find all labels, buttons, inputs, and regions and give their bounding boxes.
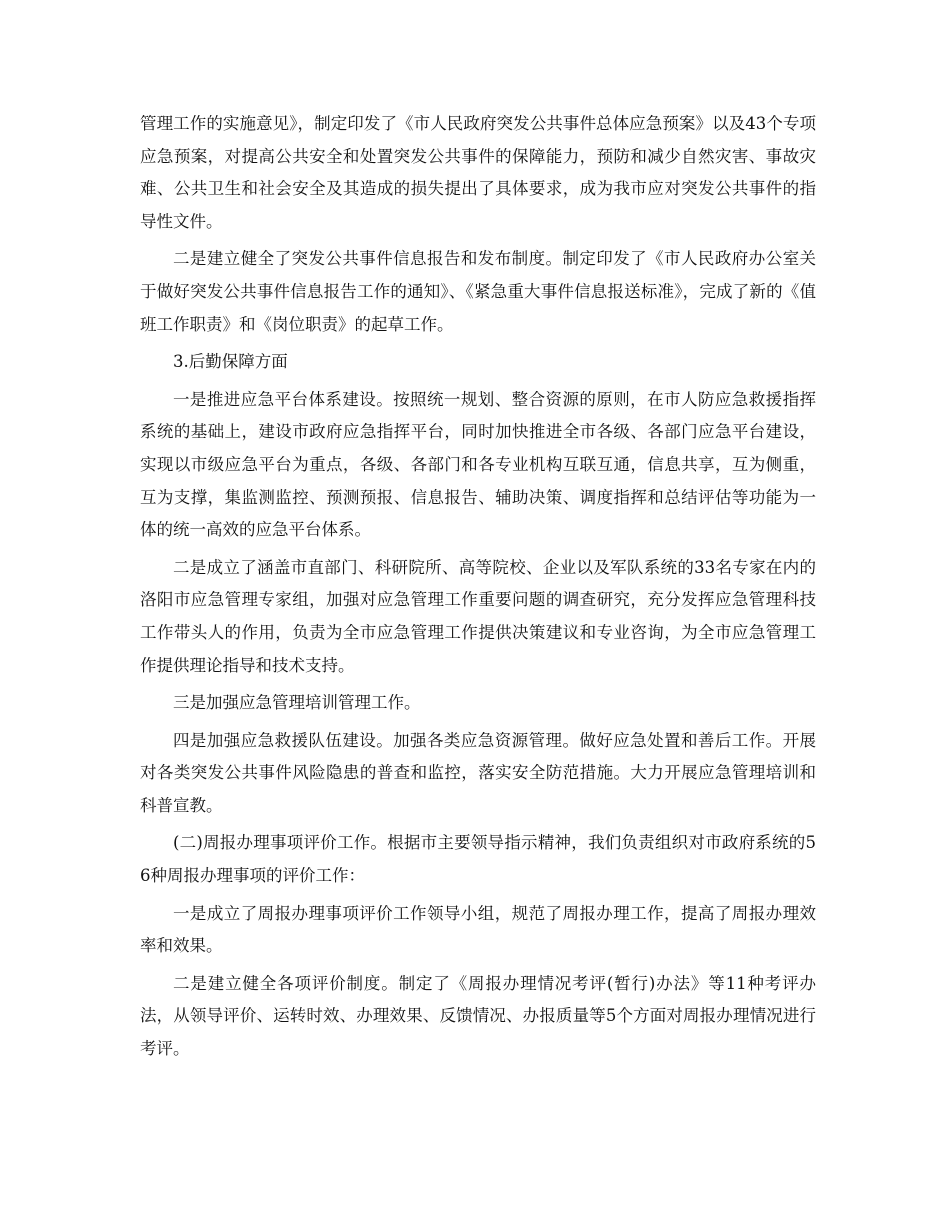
document-body xyxy=(140,108,816,1071)
paragraph-1: 管理工作的实施意见》，制定印发了《市人民政府突发公共事件总体应急预案》以及43个专项应急预案，对提高公共安全和处置突发公共事件的保障能力，预防和减少自然灾害、事故灾难、公共卫生和社会安全及其造成的损失提出了具体要求，成为我市应对突发公共事件的指导性文件。 xyxy=(140,114,816,231)
paragraph-6: 三是加强应急管理培训管理工作。 xyxy=(173,693,421,713)
paragraph-4: 一是推进应急平台体系建设。按照统一规划、整合资源的原则，在市人防应急救援指挥系统的基础上，建设市政府应急指挥平台，同时加快推进全市各级、各部门应急平台建设，实现以市级应急平台为重点，各级、各部门和各专业机构互联互通，信息共享，互为侧重，互为支撑，集监测监控、预测预报、信息报告、辅助决策、调度指挥和总结评估等功能为一体的统一高效的应急平台体系。 xyxy=(140,389,816,540)
paragraph-7: 四是加强应急救援队伍建设。加强各类应急资源管理。做好应急处置和善后工作。开展对各类突发公共事件风险隐患的普查和监控，落实安全防范措施。大力开展应急管理培训和科普宣教。 xyxy=(140,730,816,815)
section-heading-logistics: 3.后勤保障方面 xyxy=(173,352,288,372)
paragraph-2: 二是建立健全了突发公共事件信息报告和发布制度。制定印发了《市人民政府办公室关于做好突发公共事件信息报告工作的通知》、《紧急重大事件信息报送标准》，完成了新的《值班工作职责》和《岗位职责》的起草工作。 xyxy=(140,249,816,334)
paragraph-5: 二是成立了涵盖市直部门、科研院所、高等院校、企业以及军队系统的33名专家在内的洛阳市应急管理专家组，加强对应急管理工作重要问题的调查研究，充分发挥应急管理科技工作带头人的作用，负责为全市应急管理工作提供决策建议和专业咨询，为全市应急管理工作提供理论指导和技术支持。 xyxy=(140,557,816,675)
paragraph-8: (二)周报办理事项评价工作。根据市主要领导指示精神，我们负责组织对市政府系统的56种周报办理事项的评价工作： xyxy=(140,833,816,886)
paragraph-9: 一是成立了周报办理事项评价工作领导小组，规范了周报办理工作，提高了周报办理效率和效果。 xyxy=(140,903,816,956)
paragraph-10: 二是建立健全各项评价制度。制定了《周报办理情况考评(暂行)办法》等11种考评办法，从领导评价、运转时效、办理效果、反馈情况、办报质量等5个方面对周报办理情况进行考评。 xyxy=(140,973,816,1059)
